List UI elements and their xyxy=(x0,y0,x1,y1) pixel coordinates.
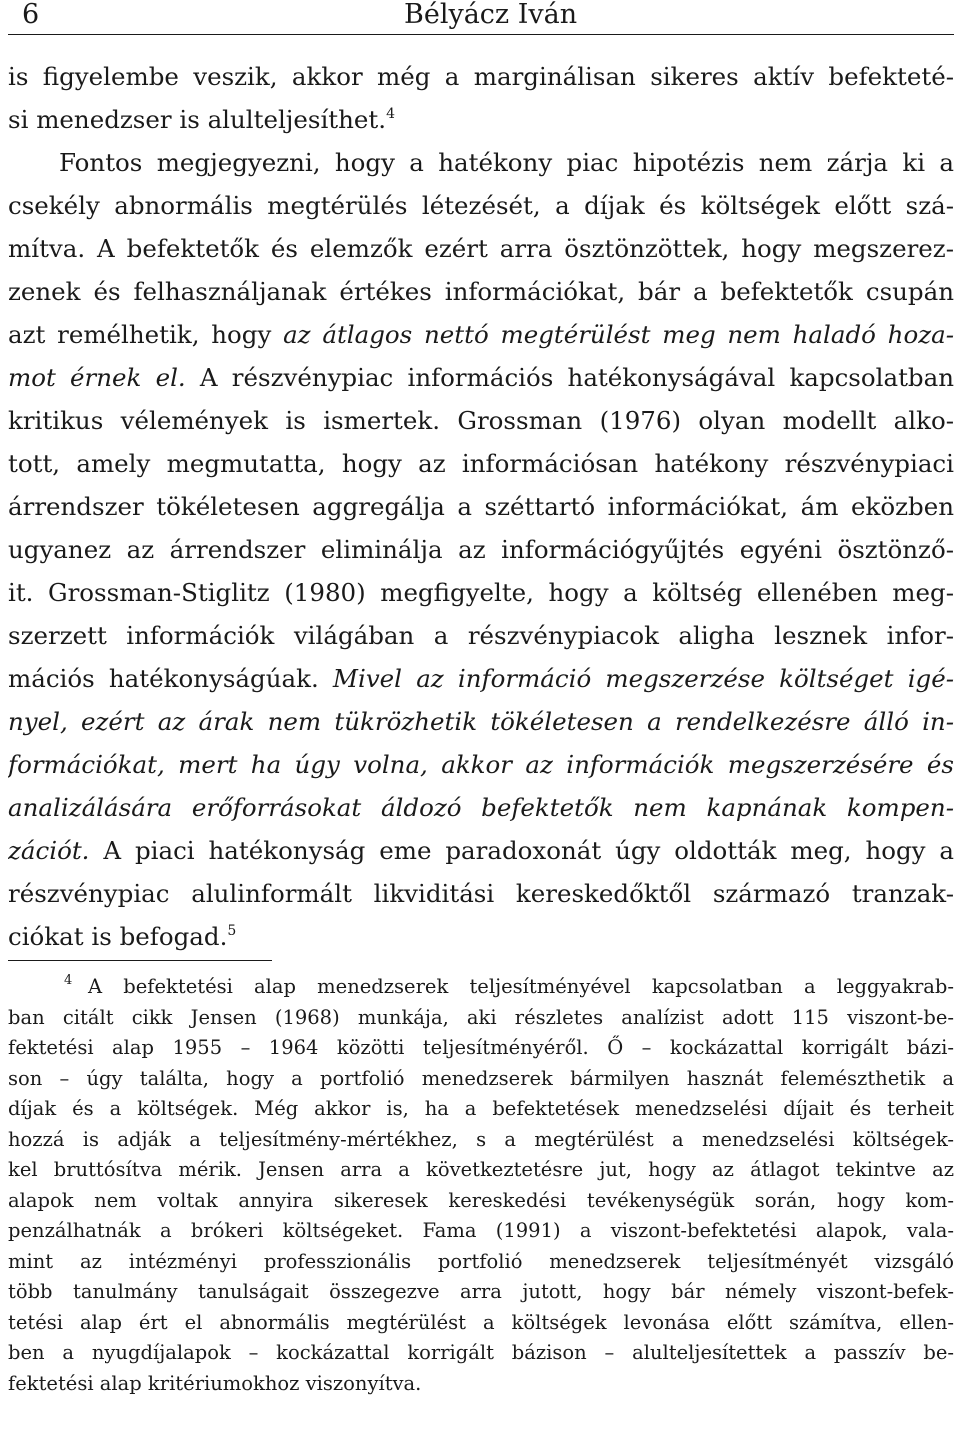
body-line xyxy=(8,571,954,614)
text-run: penzálhatnák a brókeri költségeket. Fama (1991) a viszont-befektetési alapok, vala- xyxy=(8,1219,954,1242)
text-run: ugyanez az árrendszer eliminálja az információgyűjtés egyéni ösztönző- xyxy=(8,535,954,564)
footnote-line xyxy=(8,1247,954,1278)
text-run: Fontos megjegyezni, hogy a hatékony piac hipotézis nem zárja ki a xyxy=(59,148,954,177)
body-line xyxy=(8,184,954,227)
text-run: fektetési alap 1955 – 1964 közötti teljesítményéről. Ő – kockázattal korrigált bázi- xyxy=(8,1036,954,1059)
header-rule xyxy=(8,34,954,35)
body-line xyxy=(8,227,954,270)
body-line xyxy=(8,55,954,98)
text-run: A befektetési alap menedzserek teljesítményével kapcsolatban a leggyakrab- xyxy=(88,975,954,998)
footnote-line xyxy=(8,1094,954,1125)
body-line xyxy=(8,442,954,485)
text-run: tetési alap ért el abnormális megtérülést a költségek levonása előtt számítva, ellen- xyxy=(8,1310,954,1334)
body-line xyxy=(8,614,954,657)
footnote-line xyxy=(8,1003,954,1034)
body-line xyxy=(8,270,954,313)
text-run: tott, amely megmutatta, hogy az információsan hatékony részvénypiaci xyxy=(8,449,954,478)
text-run: alapok nem voltak annyira sikeresek kereskedési tevékenységük során, hogy kom- xyxy=(8,1188,954,1212)
footnote-line xyxy=(8,1338,954,1369)
footnote-rule xyxy=(8,960,272,961)
text-run: ban citált cikk Jensen (1968) munkája, aki részletes analízist adott 115 viszont-be- xyxy=(8,1005,954,1029)
footnote xyxy=(8,972,954,1399)
text-run: mint az intézményi professzionális portfolió menedzserek teljesítményét vizsgáló xyxy=(8,1249,954,1273)
running-head-author: Bélyácz Iván xyxy=(404,0,578,30)
footnote-reference: 5 xyxy=(227,923,237,939)
footnote-line xyxy=(8,1369,954,1400)
running-head xyxy=(8,0,954,33)
text-run: kel bruttósítva mérik. Jensen arra a következtetésre jut, hogy az átlagot tekintve az xyxy=(8,1158,954,1181)
text-run: több tanulmány tanulságait összegezve arra jutott, hogy bár némely viszont-befek- xyxy=(8,1280,954,1303)
text-run: mítva. A befektetők és elemzők ezért arra ösztönzöttek, hogy megszerez- xyxy=(8,234,954,263)
italic-run: formációkat, mert ha úgy volna, akkor az információk megszerzésére és xyxy=(8,750,954,779)
italic-run: az átlagos nettó megtérülést meg nem haladó hoza- xyxy=(283,320,954,349)
text-run: szerzett információk világában a részvénypiacok aligha lesznek infor- xyxy=(8,621,954,650)
text-run: A piaci hatékonyság eme paradoxonát úgy oldották meg, hogy a xyxy=(89,836,954,865)
body-text xyxy=(8,55,954,958)
text-run: fektetési alap kritériumokhoz viszonyítva. xyxy=(8,1371,422,1395)
body-line xyxy=(8,657,954,700)
body-line xyxy=(8,98,954,141)
footnote-line xyxy=(8,1125,954,1156)
footnote-line xyxy=(8,1186,954,1217)
body-line xyxy=(8,313,954,356)
text-run: csekély abnormális megtérülés létezését, a díjak és költségek előtt szá- xyxy=(8,191,954,220)
text-run: árrendszer tökéletesen aggregálja a széttartó információkat, ám eközben xyxy=(8,492,954,521)
italic-run: nyel, ezért az árak nem tükrözhetik tökéletesen a rendelkezésre álló in- xyxy=(8,707,954,736)
body-line xyxy=(8,141,954,184)
footnote-reference: 4 xyxy=(386,106,395,122)
text-run: részvénypiac alulinformált likviditási kereskedőktől származó tranzak- xyxy=(8,879,954,908)
body-line xyxy=(8,700,954,743)
text-run: ciókat is befogad. xyxy=(8,922,228,951)
body-line xyxy=(8,915,954,958)
text-run: zenek és felhasználjanak értékes információkat, bár a befektetők csupán xyxy=(8,277,954,306)
body-line xyxy=(8,829,954,872)
text-run: A részvénypiac információs hatékonyságával kapcsolatban xyxy=(185,363,954,392)
text-run: son – úgy találta, hogy a portfolió menedzserek bármilyen hasznát felemészthetik a xyxy=(8,1066,954,1090)
body-line xyxy=(8,485,954,528)
text-run: hozzá is adják a teljesítmény-mértékhez, s a megtérülést a menedzselési költségek- xyxy=(8,1127,954,1151)
body-line xyxy=(8,399,954,442)
text-run: díjak és a költségek. Még akkor is, ha a befektetések menedzselési díjait és terheit xyxy=(8,1097,954,1120)
text-run: ben a nyugdíjalapok – kockázattal korrigált bázison – alulteljesítettek a passzív be- xyxy=(8,1341,954,1364)
footnote-line xyxy=(8,1308,954,1339)
footnote-line: 4 A befektetési alap menedzserek teljesítményével kapcsolatban a leggyakrab- xyxy=(64,973,954,998)
footnote-line xyxy=(8,1064,954,1095)
text-run: si menedzser is alulteljesíthet. xyxy=(8,105,387,134)
footnote-line xyxy=(8,1277,954,1308)
text-run: it. Grossman-Stiglitz (1980) megfigyelte, hogy a költség ellenében meg- xyxy=(8,578,954,607)
page-number: 6 xyxy=(22,0,40,30)
italic-run: zációt. xyxy=(8,836,90,865)
body-line xyxy=(8,786,954,829)
italic-run: mot érnek el. xyxy=(8,363,186,392)
text-run: kritikus vélemények is ismertek. Grossman (1976) olyan modellt alko- xyxy=(8,406,954,435)
footnote-line xyxy=(8,1216,954,1247)
footnote-line xyxy=(8,1155,954,1186)
body-line xyxy=(8,872,954,915)
text-run: azt remélhetik, hogy xyxy=(8,320,284,349)
text-run: mációs hatékonyságúak. xyxy=(8,664,333,693)
italic-run: Mivel az információ megszerzése költséget igé- xyxy=(332,664,954,693)
footnote-line xyxy=(8,1033,954,1064)
body-line xyxy=(8,356,954,399)
text-run: is figyelembe veszik, akkor még a marginálisan sikeres aktív befekteté- xyxy=(8,62,954,91)
italic-run: analizálására erőforrásokat áldozó befektetők nem kapnának kompen- xyxy=(8,793,954,822)
body-line xyxy=(8,743,954,786)
body-line xyxy=(8,528,954,571)
